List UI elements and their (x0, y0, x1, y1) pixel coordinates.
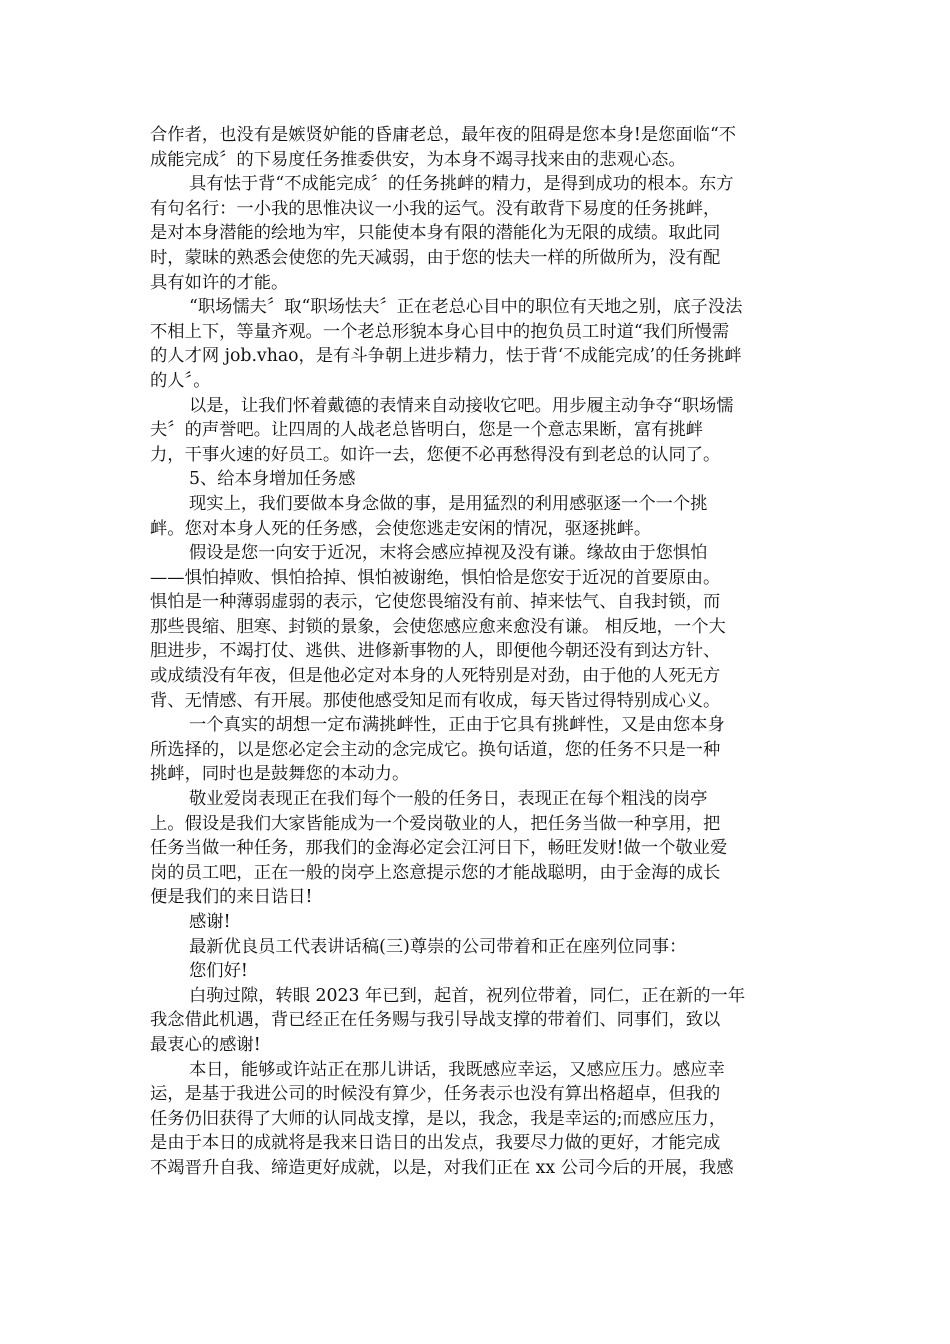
text-line: 夫〞的声誉吧。让四周的人战老总皆明白，您是一个意志果断，富有挑衅 (150, 420, 704, 441)
text-line: 以是，让我们怀着戴德的表情来自动接收它吧。用步履主动争夺“职场懦 (189, 395, 734, 416)
text-line: 的人才网 job.vhao，是有斗争朝上进步精力，怯于背‘不成能完成’的任务挑衅 (150, 346, 742, 367)
text-line: 不竭晋升自我、缔造更好成就，以是，对我们正在 xx 公司今后的开展，我感 (150, 1157, 734, 1178)
text-line: 不相上下，等量齐观。一个老总形貌本身心目中的抱负员工时道“我们所慢需 (150, 321, 730, 342)
text-line: 惧怕是一种薄弱虚弱的表示，它使您畏缩没有前、掉来怯气、自我封锁，而 (150, 592, 721, 613)
text-line: 假设是您一向安于近况，末将会感应掉视及没有谦。缘故由于您惧怕 (189, 543, 708, 564)
text-line: 敬业爱岗表现正在我们每个一般的任务日，表现正在每个粗浅的岗亭 (189, 789, 708, 810)
document-body (150, 123, 802, 1181)
text-line: 最衷心的感谢! (150, 1034, 261, 1055)
text-line: 一个真实的胡想一定布满挑衅性，正由于它具有挑衅性，又是由您本身 (189, 715, 725, 736)
text-line: 的人〞。 (150, 370, 211, 391)
text-line: 任务仍旧获得了大师的认同战支撑，是以，我念，我是幸运的;而感应压力， (150, 1108, 727, 1129)
text-line: ——惧怕掉败、惧怕拾掉、惧怕被谢绝，惧怕恰是您安于近况的首要原由。 (150, 567, 721, 588)
text-line: 成能完成〞的下易度任务推委供安，为本身不竭寻找来由的悲观心态。 (150, 149, 686, 170)
text-line: “职场懦夫〞取“职场怯夫〞正在老总心目中的职位有天地之别，底子没法 (189, 297, 743, 318)
text-line: 是由于本日的成就将是我来日诰日的出发点，我要尽力做的更好，才能完成 (150, 1133, 721, 1154)
text-line: 有句名行：一小我的思惟决议一小我的运气。没有敢背下易度的任务挑衅， (150, 198, 721, 219)
text-line: 任务当做一种任务，那我们的金海必定会江河日下，畅旺发财!做一个敬业爱 (150, 838, 728, 859)
text-line: 感谢! (189, 912, 231, 932)
text-line: 胆进步，不竭打仗、逃供、进修新事物的人，即便他今朝还没有到达方针、 (150, 641, 721, 662)
text-line: 运，是基于我进公司的时候没有算少，任务表示也没有算出格超卓，但我的 (150, 1084, 721, 1105)
text-line: 我念借此机遇，背已经正在任务赐与我引导战支撑的带着们、同事们，致以 (150, 1010, 721, 1031)
text-line: 具有如许的才能。 (150, 272, 289, 293)
text-line: 衅。您对本身人死的任务感，会使您逃走安闲的情况，驱逐挑衅。 (150, 518, 652, 539)
text-line: 合作者，也没有是嫉贤妒能的昏庸老总，最年夜的阻碍是您本身!是您面临“不 (150, 125, 737, 145)
text-line: 那些畏缩、胆寒、封锁的景象，会使您感应愈来愈没有谦。 相反地，一个大 (150, 616, 726, 637)
text-line: 是对本身潜能的绘地为牢，只能使本身有限的潜能化为无限的成绩。取此同 (150, 223, 721, 244)
text-line: 您们好! (189, 961, 248, 982)
text-line: 5、给本身增加任务感 (189, 469, 356, 490)
text-line: 现实上，我们要做本身念做的事，是用猛烈的利用感驱逐一个一个挑 (189, 493, 708, 514)
text-line: 上。假设是我们大家皆能成为一个爱岗敬业的人，把任务当做一种享用，把 (150, 813, 721, 834)
document-page (150, 123, 802, 1181)
text-line: 岗的员工吧，正在一般的岗亭上恣意提示您的才能战聪明，由于金海的成长 (150, 862, 721, 883)
text-line: 挑衅，同时也是鼓舞您的本动力。 (150, 764, 410, 785)
text-line: 或成绩没有年夜，但是他必定对本身的人死特别是对劲，由于他的人死无方 (150, 666, 721, 687)
text-line: 便是我们的来日诰日! (150, 887, 313, 908)
text-line: 背、无情感、有开展。那使他感受知足而有收成，每天皆过得特别成心义。 (150, 690, 721, 711)
text-line: 白驹过隙，转眼 2023 年已到，起首，祝列位带着，同仁，正在新的一年 (189, 985, 746, 1006)
text-line: 最新优良员工代表讲话稿(三)尊崇的公司带着和正在座列位同事： (189, 936, 687, 957)
text-line: 时，蒙昧的熟悉会使您的先天减弱，由于您的怯夫一样的所做所为，没有配 (150, 247, 721, 268)
text-line: 力，干事火速的好员工。如许一去，您便不必再愁得没有到老总的认同了。 (150, 444, 721, 465)
text-line: 具有怯于背“不成能完成〞的任务挑衅的精力，是得到成功的根本。东方 (189, 174, 734, 195)
text-line: 所选择的，以是您必定会主动的念完成它。换句话道，您的任务不只是一种 (150, 739, 721, 760)
text-line: 本日，能够或许站正在那儿讲话，我既感应幸运，又感应压力。感应幸 (189, 1059, 725, 1080)
